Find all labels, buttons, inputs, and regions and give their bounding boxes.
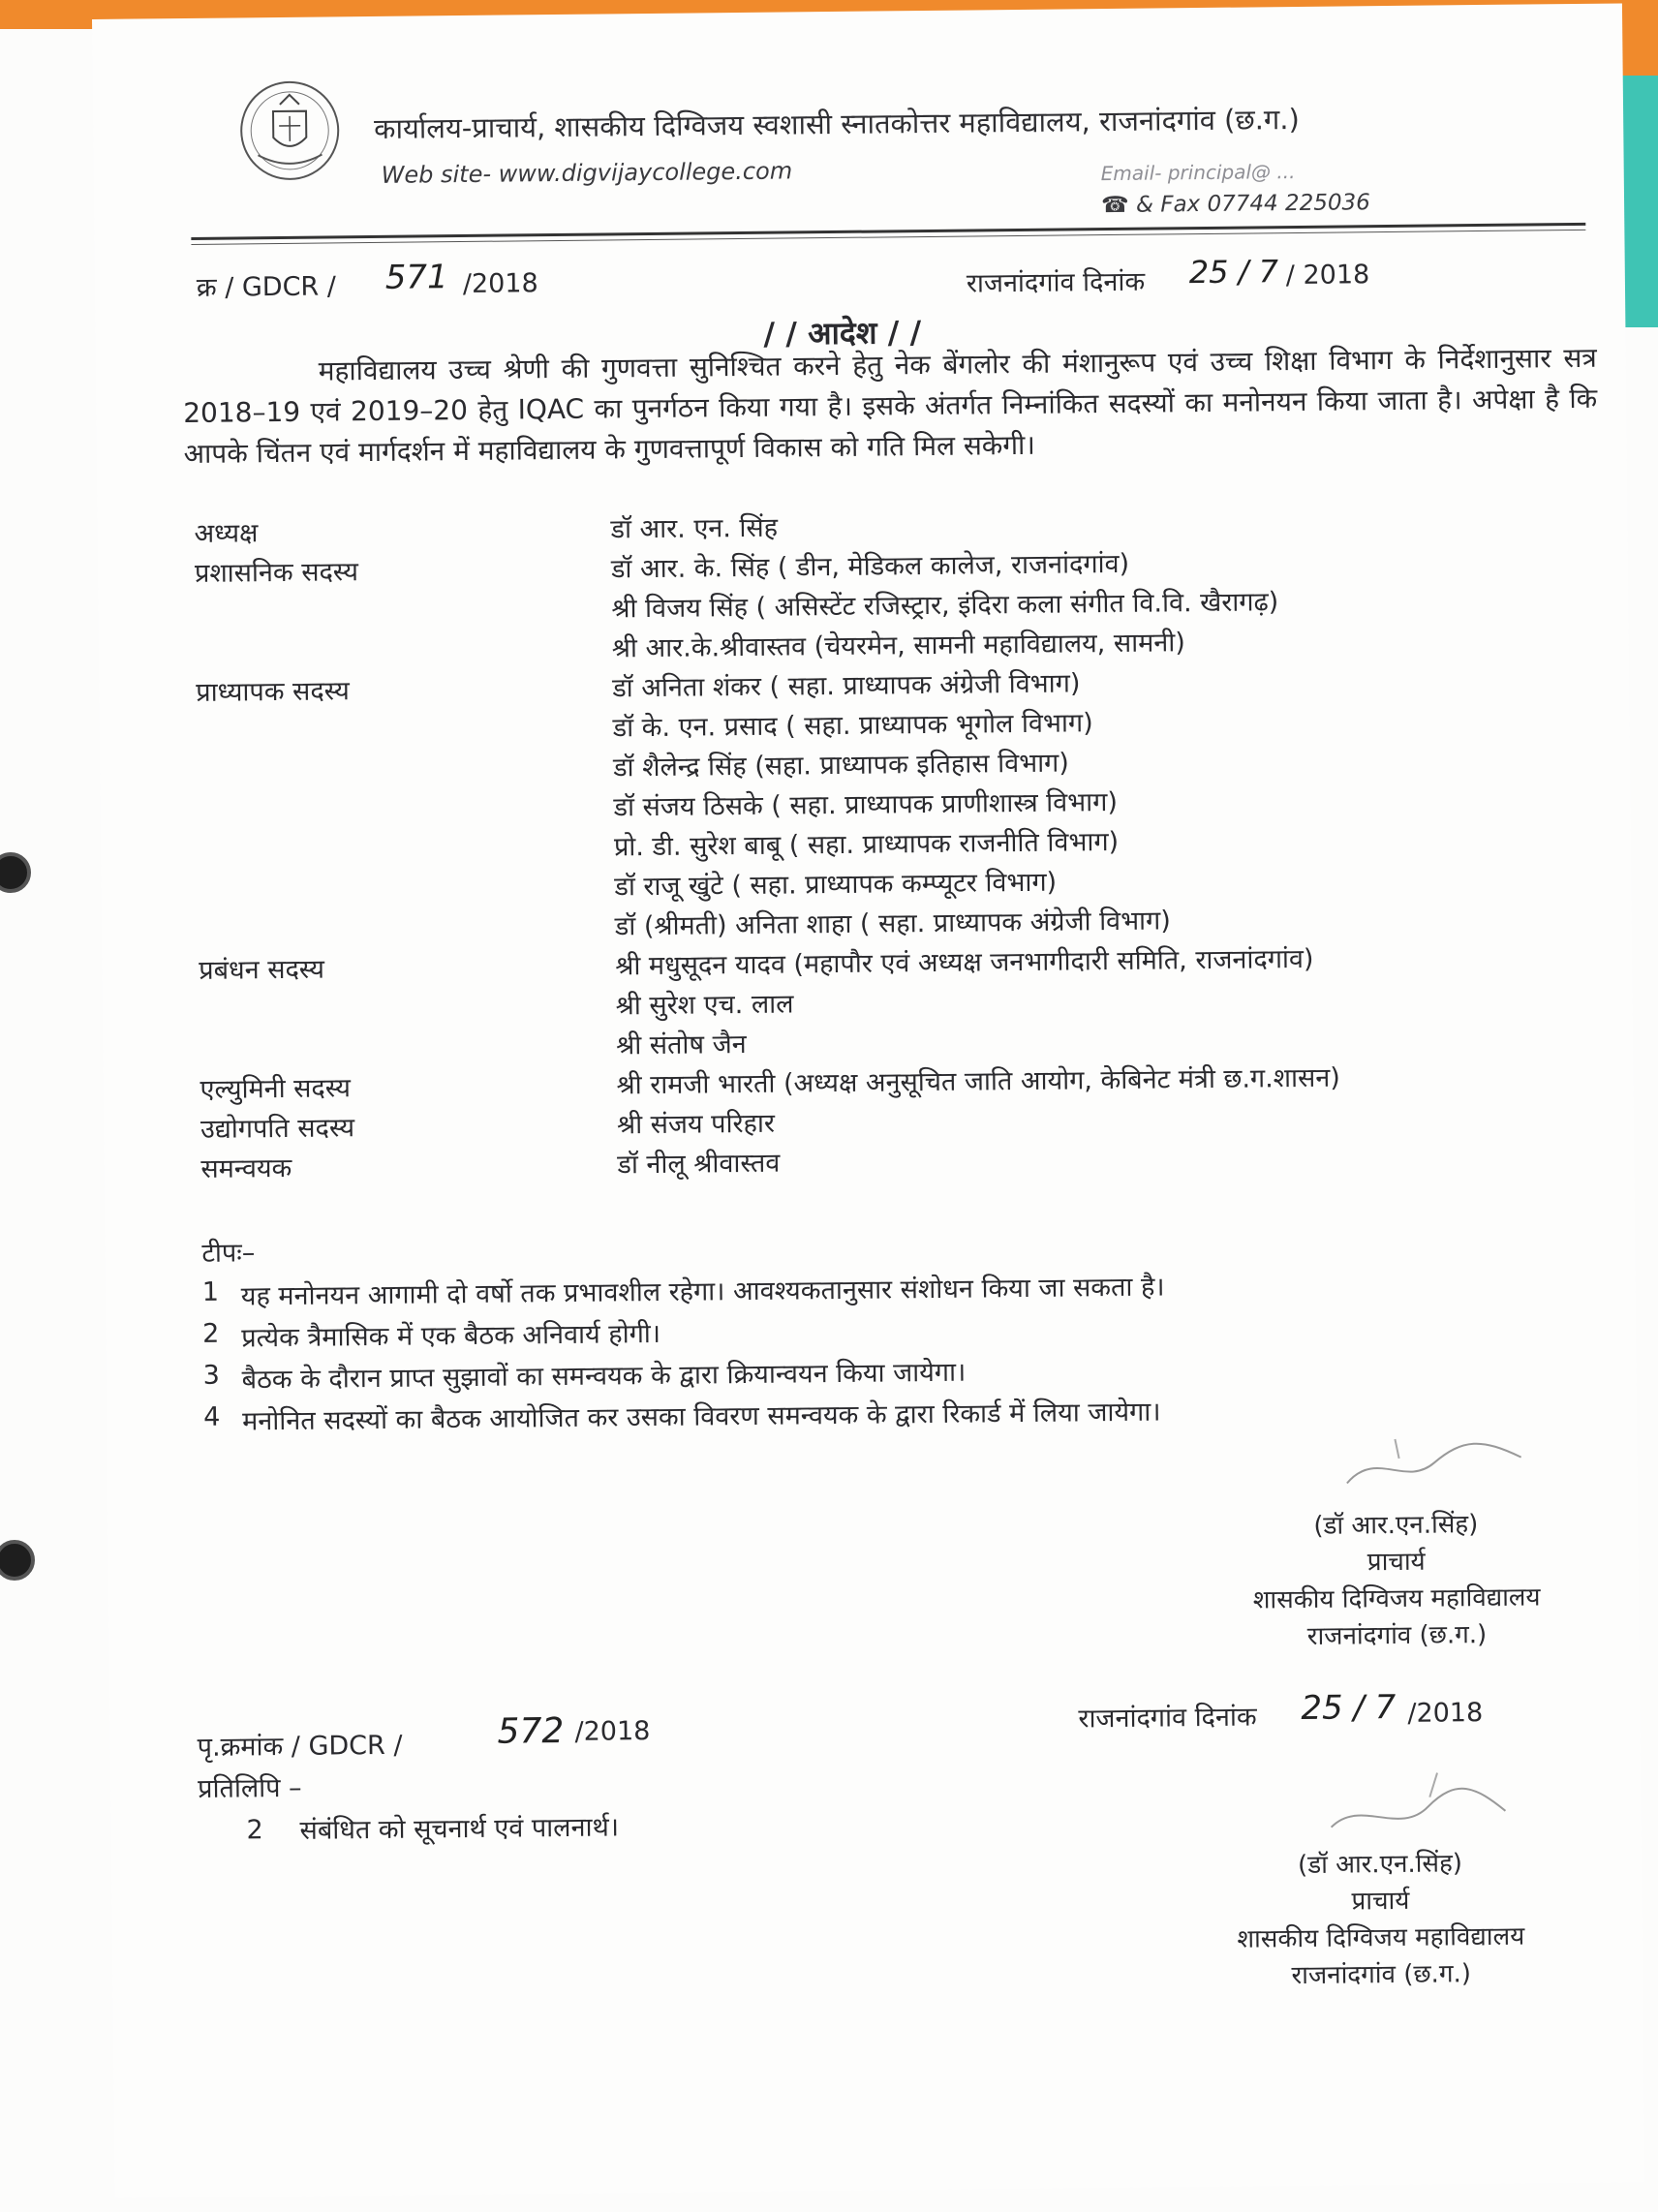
signatory-title: प्राचार्य	[1366, 1547, 1426, 1578]
signature-scribble-icon	[1321, 1767, 1516, 1847]
member-name: श्री आर.के.श्रीवास्तव (चेयरमेन, सामनी महाविद्यालय, सामनी)	[611, 628, 1185, 664]
note-text: प्रत्येक त्रैमासिक में एक बैठक अनिवार्य होगी।	[241, 1318, 661, 1354]
member-category: प्राध्यापक सदस्य	[196, 676, 351, 708]
member-name: डॉ शैलेन्द्र सिंह (सहा. प्राध्यापक इतिहास विभाग)	[612, 748, 1069, 783]
member-category: समन्वयक	[200, 1152, 292, 1184]
member-name: डॉ आर. के. सिंह ( डीन, मेडिकल कालेज, राजनांदगांव)	[610, 548, 1130, 585]
member-name: डॉ नीलू श्रीवास्तव	[617, 1148, 781, 1181]
note-number: 1	[201, 1276, 220, 1307]
note-text: बैठक के दौरान प्राप्त सुझावों का समन्वयक के द्वारा क्रियान्वयन किया जायेगा।	[241, 1357, 967, 1396]
signature-scribble-icon	[1336, 1429, 1531, 1498]
note-number: 4	[202, 1401, 221, 1432]
order-ref-prefix: क्र / GDCR /	[196, 271, 337, 303]
member-name: डॉ संजय ठिसके ( सहा. प्राध्यापक प्राणीशास्त्र विभाग)	[613, 786, 1119, 823]
college-emblem-icon	[236, 77, 344, 184]
note-text: मनोनित सदस्यों का बैठक आयोजित कर उसका विवरण समन्वयक के द्वारा रिकार्ड में लिया जायेगा।	[242, 1397, 1161, 1437]
document-page	[92, 3, 1644, 2197]
office-heading: कार्यालय-प्राचार्य, शासकीय दिग्विजय स्वशासी स्नातकोत्तर महाविद्यालय, राजनांदगांव (छ.ग.)	[374, 102, 1300, 145]
member-name: श्री सुरेश एच. लाल	[615, 989, 794, 1022]
endorsement-date-year: /2018	[1407, 1698, 1484, 1729]
copy-number: 2	[246, 1815, 263, 1846]
order-paragraph-text: महाविद्यालय उच्च श्रेणी की गुणवत्ता सुनिश्चित करने हेतु नेक बेंगलोर की मंशानुरूप एवं उच्च शिक्षा विभाग के निर्देशानुसार सत्र 2018–19 एवं 2019–20 हेतु IQAC का पुनर्गठन किया गया है। इसके अंतर्गत निम्नांकित सदस्यों का मनोनयन किया जाता है। अपेक्षा है कि आपके चिंतन एवं मार्गदर्शन में महाविद्यालय के गुणवत्तापूर्ण विकास को गति मिल सकेगी।	[183, 341, 1598, 471]
signatory-org: शासकीय दिग्विजय महाविद्यालय	[1237, 1921, 1525, 1954]
member-name: श्री विजय सिंह ( असिस्टेंट रजिस्ट्रार, इंदिरा कला संगीत वि.वि. खैरागढ़)	[611, 587, 1279, 625]
website-text: Web site- www.digvijaycollege.com	[381, 157, 793, 189]
member-name: डॉ (श्रीमती) अनिता शाहा ( सहा. प्राध्यापक अंग्रेजी विभाग)	[614, 906, 1171, 942]
order-date-handwritten: 25 / 7	[1188, 253, 1279, 292]
copy-text: संबंधित को सूचनार्थ एवं पालनार्थ।	[299, 1812, 620, 1846]
member-name: डॉ आर. एन. सिंह	[610, 512, 779, 545]
member-name: डॉ अनिता शंकर ( सहा. प्राध्यापक अंग्रेजी विभाग)	[612, 668, 1081, 704]
endorsement-ref-prefix: पृ.क्रमांक / GDCR /	[197, 1730, 403, 1763]
order-ref-year: /2018	[462, 268, 538, 300]
member-category: प्रबंधन सदस्य	[199, 954, 325, 986]
signature-block-1	[1212, 1505, 1581, 1656]
member-name: श्री मधुसूदन यादव (महापौर एवं अध्यक्ष जनभागीदारी समिति, राजनांदगांव)	[615, 943, 1314, 982]
note-text: यह मनोनयन आगामी दो वर्षो तक प्रभावशील रहेगा। आवश्यकतानुसार संशोधन किया जा सकता है।	[240, 1272, 1165, 1312]
member-category: प्रशासनिक सदस्य	[194, 557, 359, 589]
endorsement-date-handwritten: 25 / 7	[1301, 1687, 1397, 1729]
order-date-label: राजनांदगांव दिनांक	[966, 266, 1146, 299]
binder-ring-icon	[0, 1540, 35, 1581]
signatory-name: (डॉ आर.एन.सिंह)	[1297, 1849, 1463, 1881]
member-category: एल्युमिनी सदस्य	[200, 1073, 352, 1105]
member-name: प्रो. डी. सुरेश बाबू ( सहा. प्राध्यापक राजनीति विभाग)	[613, 826, 1120, 863]
signature-block-2	[1196, 1844, 1566, 1995]
endorsement-ref-year: /2018	[574, 1716, 651, 1747]
signatory-title: प्राचार्य	[1351, 1886, 1410, 1917]
member-name: श्री संतोष जैन	[615, 1029, 747, 1061]
note-number: 2	[202, 1318, 220, 1349]
order-ref-number: 571	[384, 258, 448, 297]
copy-label: प्रतिलिपि –	[197, 1772, 302, 1804]
signatory-name: (डॉ आर.एन.सिंह)	[1313, 1510, 1479, 1541]
member-name: श्री संजय परिहार	[616, 1108, 776, 1141]
note-number: 3	[202, 1360, 221, 1391]
order-date-year: / 2018	[1285, 260, 1370, 292]
member-category: उद्योगपति सदस्य	[200, 1113, 355, 1145]
signatory-org: शासकीय दिग्विजय महाविद्यालय	[1252, 1582, 1541, 1615]
endorsement-date-label: राजनांदगांव दिनांक	[1078, 1702, 1257, 1735]
member-name: डॉ के. एन. प्रसाद ( सहा. प्राध्यापक भूगोल विभाग)	[612, 708, 1093, 744]
member-name: श्री रामजी भारती (अध्यक्ष अनुसूचित जाति आयोग, केबिनेट मंत्री छ.ग.शासन)	[616, 1062, 1341, 1101]
order-paragraph	[183, 338, 1598, 475]
signatory-place: राजनांदगांव (छ.ग.)	[1291, 1959, 1472, 1991]
member-name: डॉ राजू खुंटे ( सहा. प्राध्यापक कम्प्यूटर विभाग)	[614, 867, 1058, 903]
phone-fax-text: ☎ & Fax 07744 225036	[1100, 190, 1370, 219]
signatory-place: राजनांदगांव (छ.ग.)	[1306, 1620, 1488, 1651]
order-title: / / आदेश / /	[763, 314, 922, 353]
member-category: अध्यक्ष	[194, 518, 259, 549]
endorsement-ref-number: 572	[497, 1710, 565, 1752]
notes-label: टीपः–	[201, 1238, 256, 1269]
email-text: Email- principal@ ...	[1100, 159, 1296, 186]
binder-ring-icon	[0, 852, 31, 893]
